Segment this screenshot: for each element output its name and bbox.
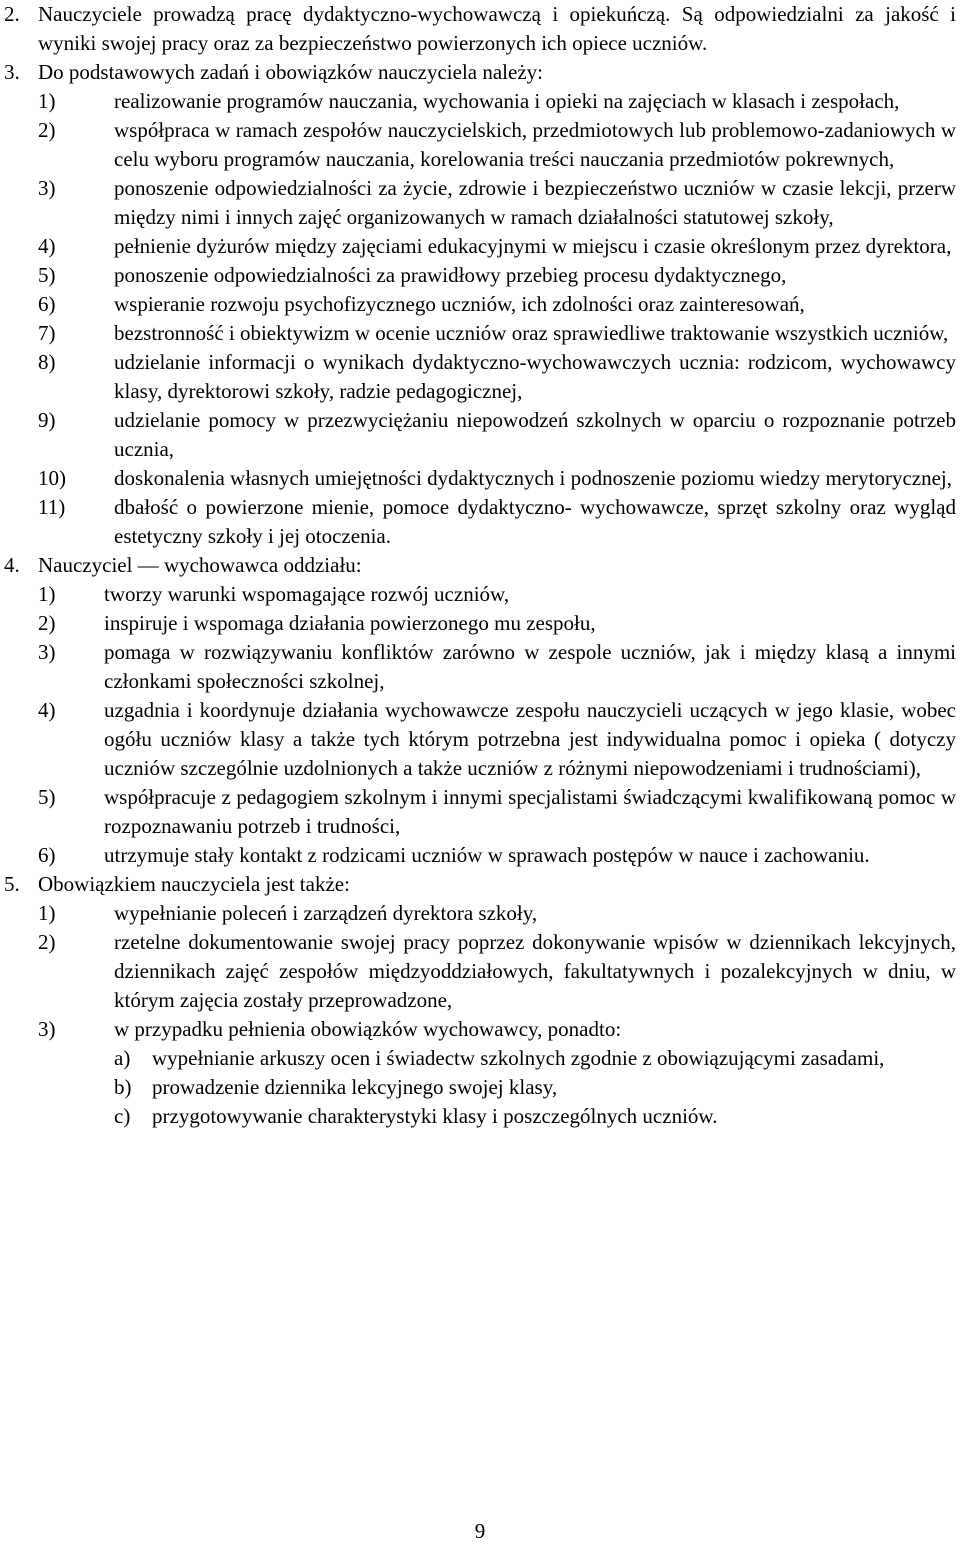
list-item	[2, 609, 956, 638]
section-text: Obowiązkiem nauczyciela jest także:	[38, 872, 350, 896]
item-number: 2)	[38, 930, 56, 954]
subitem-letter: a)	[114, 1046, 131, 1070]
list-item	[2, 638, 956, 696]
item-number: 7)	[38, 321, 56, 345]
item-number: 1)	[38, 89, 56, 113]
item-text: współpraca w ramach zespołów nauczycielskich, przedmiotowych lub problemowo-zadaniowych w celu wyboru programów nauczania, korelowania treści nauczania przedmiotów pokrewnych,	[114, 118, 956, 171]
item-text: dbałość o powierzone mienie, pomoce dydaktyczno- wychowawcze, sprzęt szkolny oraz wygląd estetyczny szkoły i jej otoczenia.	[114, 495, 956, 548]
item-number: 6)	[38, 843, 56, 867]
item-text: w przypadku pełnienia obowiązków wychowawcy, ponadto:	[114, 1017, 622, 1041]
list-item	[2, 232, 956, 261]
item-text: udzielanie pomocy w przezwyciężaniu niepowodzeń szkolnych w oparciu o rozpoznanie potrzeb ucznia,	[114, 408, 956, 461]
item-text: wypełnianie poleceń i zarządzeń dyrektora szkoły,	[114, 901, 538, 925]
item-number: 3)	[38, 1017, 56, 1041]
list-item	[2, 406, 956, 464]
subitem-letter: b)	[114, 1075, 132, 1099]
subitem-text: prowadzenie dziennika lekcyjnego swojej klasy,	[152, 1075, 558, 1099]
item-text: wspieranie rozwoju psychofizycznego uczniów, ich zdolności oraz zainteresowań,	[114, 292, 805, 316]
list-item	[2, 464, 956, 493]
list-item	[2, 841, 956, 870]
section-number: 5.	[4, 872, 20, 896]
sub-list-item	[2, 1102, 956, 1131]
item-number: 6)	[38, 292, 56, 316]
document-body	[2, 0, 956, 1131]
item-text: inspiruje i wspomaga działania powierzonego mu zespołu,	[104, 611, 596, 635]
item-text: uzgadnia i koordynuje działania wychowawcze zespołu nauczycieli uczących w jego klasie, wobec ogółu uczniów klasy a także tych którym potrzebna jest indywidualna pomoc i opieka ( dotyczy uczniów szczególnie uzdolnionych a także uczniów z różnymi niepowodzeniami i trudnościami),	[104, 698, 956, 780]
item-text: pełnienie dyżurów między zajęciami edukacyjnymi w miejscu i czasie określonym przez dyrektora,	[114, 234, 952, 258]
section-2	[2, 0, 956, 58]
item-text: realizowanie programów nauczania, wychowania i opieki na zajęciach w klasach i zespołach,	[114, 89, 900, 113]
item-text: ponoszenie odpowiedzialności za prawidłowy przebieg procesu dydaktycznego,	[114, 263, 787, 287]
item-number: 1)	[38, 901, 56, 925]
item-number: 5)	[38, 785, 56, 809]
list-item	[2, 174, 956, 232]
item-text: tworzy warunki wspomagające rozwój uczniów,	[104, 582, 510, 606]
section-text: Nauczyciele prowadzą pracę dydaktyczno-wychowawczą i opiekuńczą. Są odpowiedzialni za jakość i wyniki swojej pracy oraz za bezpieczeństwo powierzonych ich opiece uczniów.	[38, 2, 956, 55]
list-item	[2, 783, 956, 841]
list-item	[2, 1015, 956, 1044]
item-number: 2)	[38, 118, 56, 142]
item-number: 5)	[38, 263, 56, 287]
list-item	[2, 348, 956, 406]
item-number: 3)	[38, 640, 56, 664]
subitem-text: wypełnianie arkuszy ocen i świadectw szkolnych zgodnie z obowiązującymi zasadami,	[152, 1046, 885, 1070]
item-number: 8)	[38, 350, 56, 374]
list-item	[2, 116, 956, 174]
list-item	[2, 696, 956, 783]
list-item	[2, 319, 956, 348]
list-item	[2, 87, 956, 116]
section-5	[2, 870, 956, 899]
list-item	[2, 290, 956, 319]
section-number: 2.	[4, 2, 20, 26]
item-text: utrzymuje stały kontakt z rodzicami uczniów w sprawach postępów w nauce i zachowaniu.	[104, 843, 870, 867]
item-number: 4)	[38, 234, 56, 258]
page-number: 9	[474, 1519, 486, 1543]
item-number: 11)	[38, 495, 66, 519]
subitem-letter: c)	[114, 1104, 131, 1128]
item-text: współpracuje z pedagogiem szkolnym i innymi specjalistami świadczącymi kwalifikowaną pomoc w rozpoznawaniu potrzeb i trudności,	[104, 785, 956, 838]
item-number: 3)	[38, 176, 56, 200]
item-number: 4)	[38, 698, 56, 722]
section-4	[2, 551, 956, 580]
list-item	[2, 580, 956, 609]
item-text: udzielanie informacji o wynikach dydaktyczno-wychowawczych ucznia: rodzicom, wychowawcy klasy, dyrektorowi szkoły, radzie pedagogicznej,	[114, 350, 956, 403]
item-number: 9)	[38, 408, 56, 432]
item-text: rzetelne dokumentowanie swojej pracy poprzez dokonywanie wpisów w dziennikach lekcyjnych, dziennikach zajęć zespołów międzyoddziałowych, fakultatywnych i pozalekcyjnych w dniu, w którym zajęcia zostały przeprowadzone,	[114, 930, 956, 1012]
list-item	[2, 928, 956, 1015]
section-text: Nauczyciel — wychowawca oddziału:	[38, 553, 362, 577]
item-text: doskonalenia własnych umiejętności dydaktycznych i podnoszenie poziomu wiedzy merytorycznej,	[114, 466, 953, 490]
item-text: bezstronność i obiektywizm w ocenie uczniów oraz sprawiedliwe traktowanie wszystkich uczniów,	[114, 321, 949, 345]
section-3	[2, 58, 956, 87]
item-text: pomaga w rozwiązywaniu konfliktów zarówno w zespole uczniów, jak i między klasą a innymi członkami społeczności szkolnej,	[104, 640, 956, 693]
subitem-text: przygotowywanie charakterystyki klasy i poszczególnych uczniów.	[152, 1104, 718, 1128]
section-number: 3.	[4, 60, 20, 84]
section-text: Do podstawowych zadań i obowiązków nauczyciela należy:	[38, 60, 543, 84]
sub-list-item	[2, 1044, 956, 1073]
list-item	[2, 493, 956, 551]
item-number: 10)	[38, 466, 66, 490]
item-number: 2)	[38, 611, 56, 635]
item-number: 1)	[38, 582, 56, 606]
section-number: 4.	[4, 553, 20, 577]
item-text: ponoszenie odpowiedzialności za życie, zdrowie i bezpieczeństwo uczniów w czasie lekcji, przerw między nimi i innych zajęć organizowanych w ramach działalności statutowej szkoły,	[114, 176, 956, 229]
list-item	[2, 261, 956, 290]
sub-list-item	[2, 1073, 956, 1102]
list-item	[2, 899, 956, 928]
